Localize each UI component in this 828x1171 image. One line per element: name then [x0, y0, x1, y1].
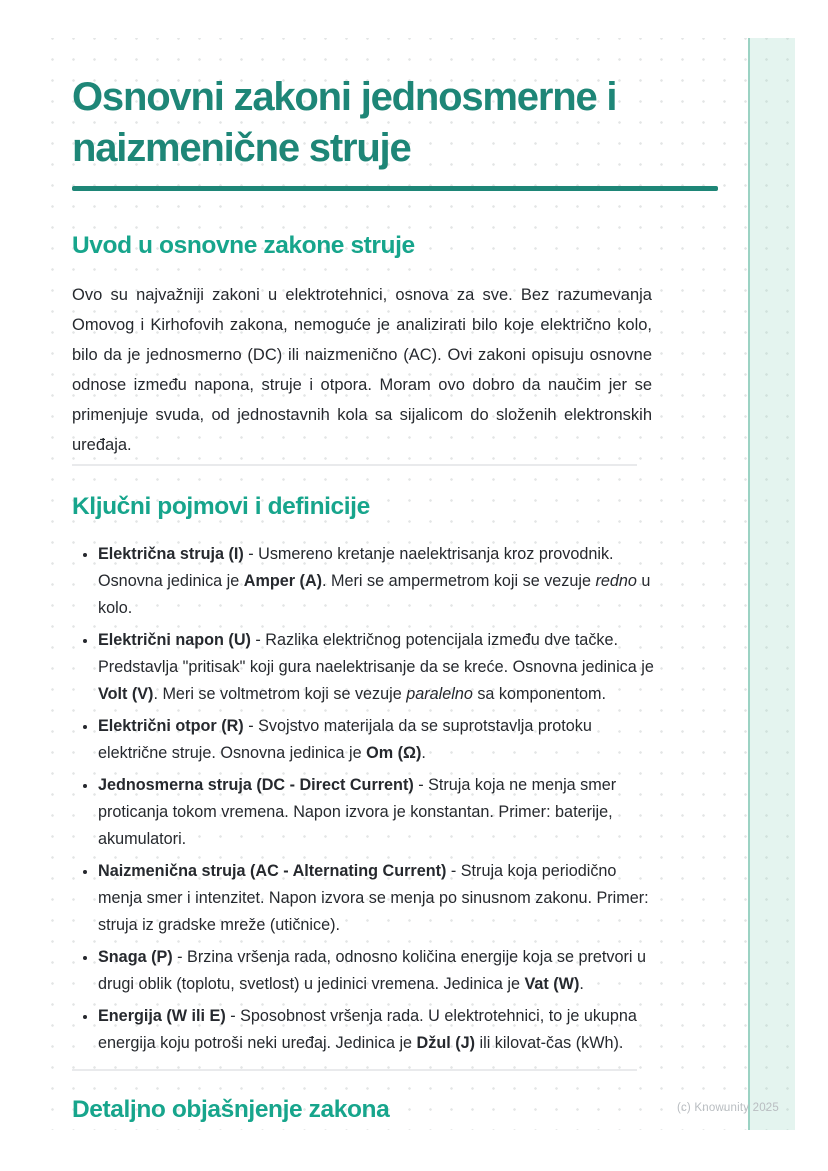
definition-item: • Električni napon (U) - Razlika električnog potencijala između dve tačke. Predstavlja "pritisak" koji gura naelektrisanje da se kreće. Osnovna jedinica je Volt (V). Meri se voltmetrom koji se vezuje paralelno sa komponentom. [98, 627, 660, 708]
copyright-note: (c) Knowunity 2025 [676, 1102, 779, 1114]
section-heading-intro: Uvod u osnovne zakone struje [72, 231, 415, 259]
title-rule [72, 186, 718, 191]
definition-item: • Naizmenična struja (AC - Alternating Current) - Struja koja periodično menja smer i intenzitet. Napon izvora se menja po sinusnom zakonu. Primer: struja iz gradske mreže (utičnice). [98, 858, 660, 939]
section-divider [72, 1069, 637, 1071]
document-content [33, 38, 795, 1124]
definitions-list [72, 541, 660, 1057]
intro-paragraph: Ovo su najvažniji zakoni u elektrotehnici, osnova za sve. Bez razumevanja Omovog i Kirhofovih zakona, nemoguće je analizirati bilo koje električno kolo, bilo da je jednosmerno (DC) ili naizmenično (AC). Ovi zakoni opisuju osnovne odnose između napona, struje i otpora. Moram ovo dobro da naučim jer se primenjuje svuda, od jednostavnih kola sa sijalicom do složenih elektronskih uređaja. [72, 285, 652, 454]
page-title: Osnovni zakoni jednosmerne i naizmenične struje [72, 75, 617, 170]
section-heading-terms: Ključni pojmovi i definicije [72, 492, 370, 520]
section-divider [72, 464, 637, 466]
section-heading-laws: Detaljno objašnjenje zakona [72, 1095, 390, 1123]
definition-item: • Električna struja (I) - Usmereno kretanje naelektrisanja kroz provodnik. Osnovna jedinica je Amper (A). Meri se ampermetrom koji se vezuje redno u kolo. [98, 541, 660, 622]
document-page [33, 38, 795, 1130]
definition-item: • Električni otpor (R) - Svojstvo materijala da se suprotstavlja protoku električne struje. Osnovna jedinica je Om (Ω). [98, 713, 660, 767]
definition-item: • Energija (W ili E) - Sposobnost vršenja rada. U elektrotehnici, to je ukupna energija koju potroši neki uređaj. Jedinica je Džul (J) ili kilovat-čas (kWh). [98, 1003, 660, 1057]
definition-item: • Jednosmerna struja (DC - Direct Current) - Struja koja ne menja smer proticanja tokom vremena. Napon izvora je konstantan. Primer: baterije, akumulatori. [98, 772, 660, 853]
definition-item: • Snaga (P) - Brzina vršenja rada, odnosno količina energije koja se pretvori u drugi oblik (toplotu, svetlost) u jedinici vremena. Jedinica je Vat (W). [98, 944, 660, 998]
